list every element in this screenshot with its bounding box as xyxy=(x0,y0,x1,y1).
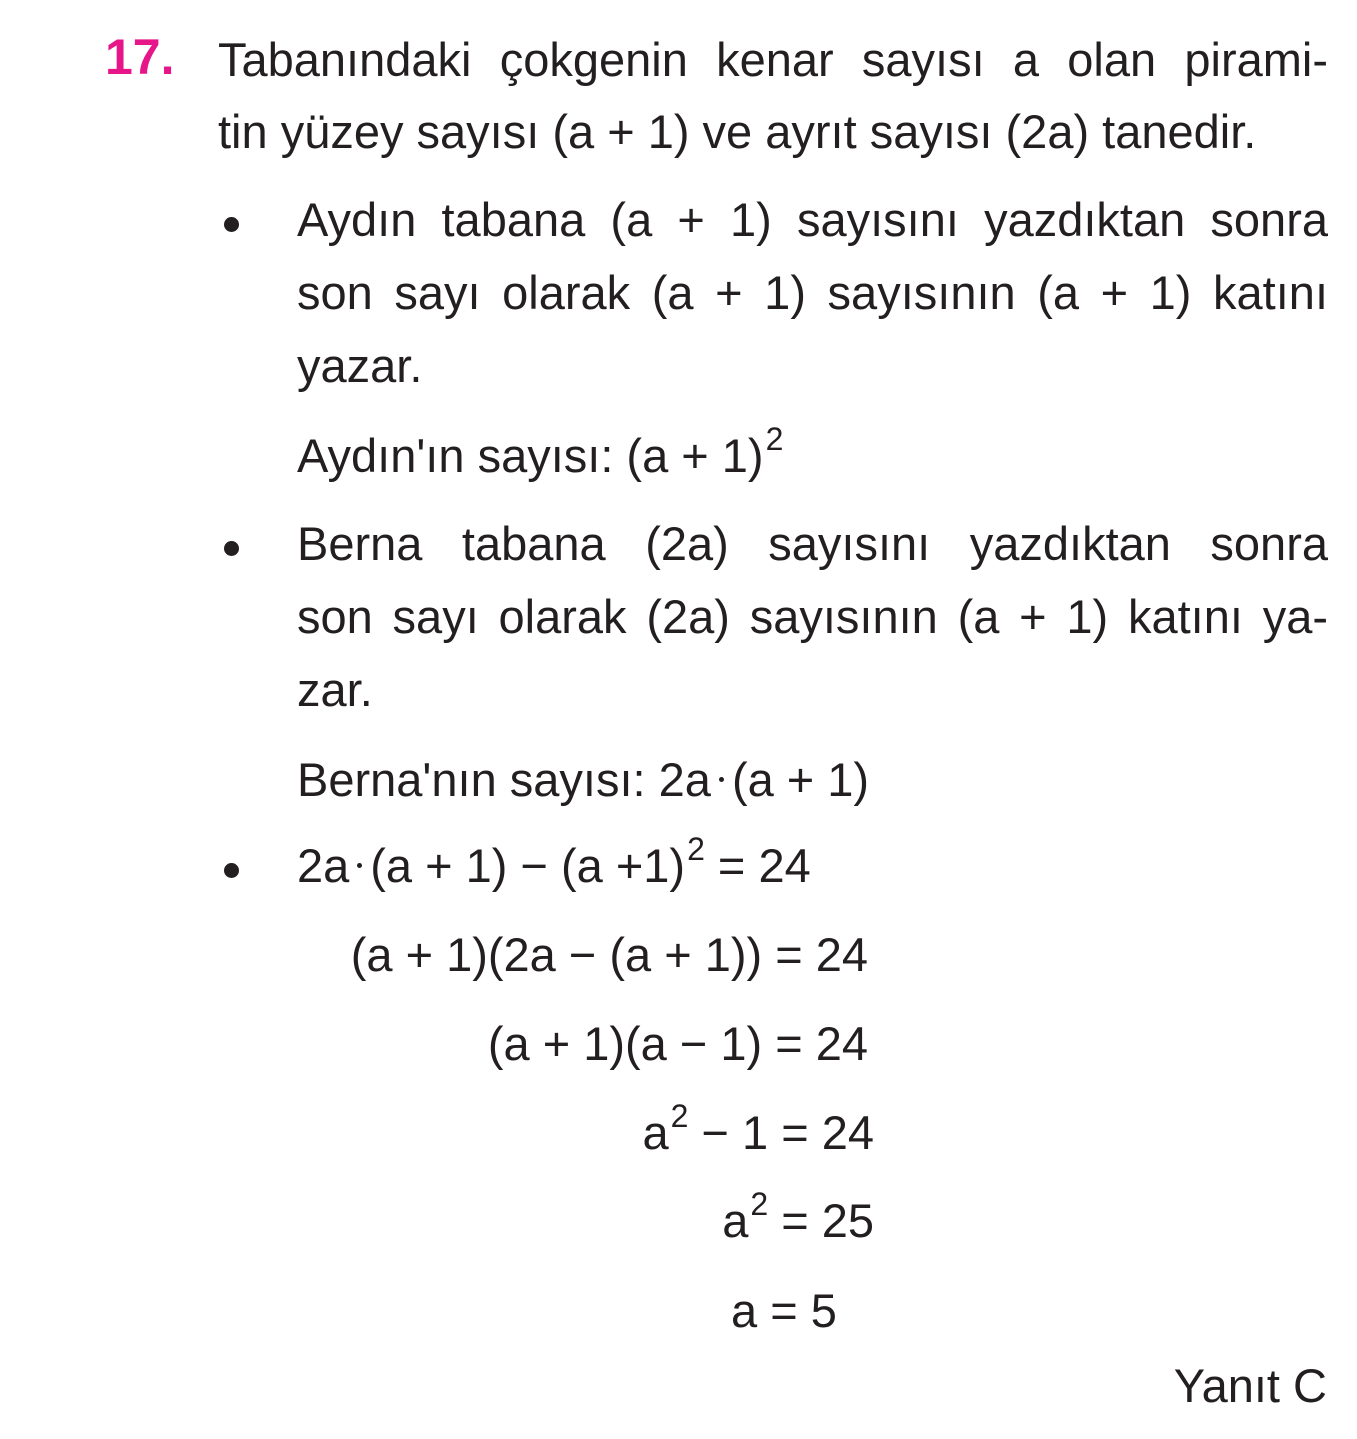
equation-3: (a + 1)(a − 1) = 24 xyxy=(487,1017,868,1070)
answer-label: Yanıt C xyxy=(1173,1359,1327,1412)
bullet-2-line-1: Berna tabana (2a) sayısını yazdıktan sonra xyxy=(297,517,1328,570)
equation-5-rest: = 25 xyxy=(768,1194,874,1247)
bullet-1-line-3: yazar. xyxy=(297,339,423,392)
bullet-1-dot xyxy=(224,217,239,232)
statement-line-1: Tabanındaki çokgenin kenar sayısı a olan pirami- xyxy=(218,33,1328,86)
equation-4-exponent: 2 xyxy=(670,1098,689,1134)
equation-2: (a + 1)(2a − (a + 1)) = 24 xyxy=(350,928,868,981)
equation-5 xyxy=(722,1186,874,1254)
berna-result-rest: (a + 1) xyxy=(731,753,870,806)
bullet-2-line-2: son sayı olarak (2a) sayısının (a + 1) katını ya- xyxy=(297,590,1328,643)
equation-1-part-c: = 24 xyxy=(704,839,811,892)
equation-1 xyxy=(297,831,811,899)
multiplication-dot xyxy=(357,863,362,868)
equation-4 xyxy=(642,1098,874,1166)
statement-line-2: tin yüzey sayısı (a + 1) ve ayrıt sayısı (2a) tanedir. xyxy=(218,105,1257,158)
equation-4-base: a xyxy=(642,1106,669,1159)
problem-number: 17. xyxy=(105,29,175,85)
bullet-1-line-1: Aydın tabana (a + 1) sayısını yazdıktan sonra xyxy=(297,193,1328,246)
berna-result-label: Berna'nın sayısı: 2a xyxy=(297,753,711,806)
equation-1-part-b: (a + 1) − (a +1) xyxy=(370,839,686,892)
equation-1-exponent: 2 xyxy=(687,831,705,867)
equation-4-rest: − 1 = 24 xyxy=(688,1106,874,1159)
bullet-3-dot xyxy=(224,863,239,878)
equation-5-exponent: 2 xyxy=(750,1186,769,1222)
berna-result xyxy=(297,752,869,808)
aydin-result-label: Aydın'ın sayısı: (a + 1) xyxy=(297,429,764,482)
bullet-2-line-3: zar. xyxy=(297,663,373,716)
aydin-result-exponent: 2 xyxy=(765,421,784,457)
bullet-2-dot xyxy=(224,541,239,556)
equation-1-part-a: 2a xyxy=(297,839,350,892)
aydin-result xyxy=(297,421,784,489)
multiplication-dot xyxy=(719,777,724,782)
equation-6: a = 5 xyxy=(731,1284,837,1337)
bullet-1-line-2: son sayı olarak (a + 1) sayısının (a + 1) katını xyxy=(297,266,1328,319)
equation-5-base: a xyxy=(722,1194,749,1247)
